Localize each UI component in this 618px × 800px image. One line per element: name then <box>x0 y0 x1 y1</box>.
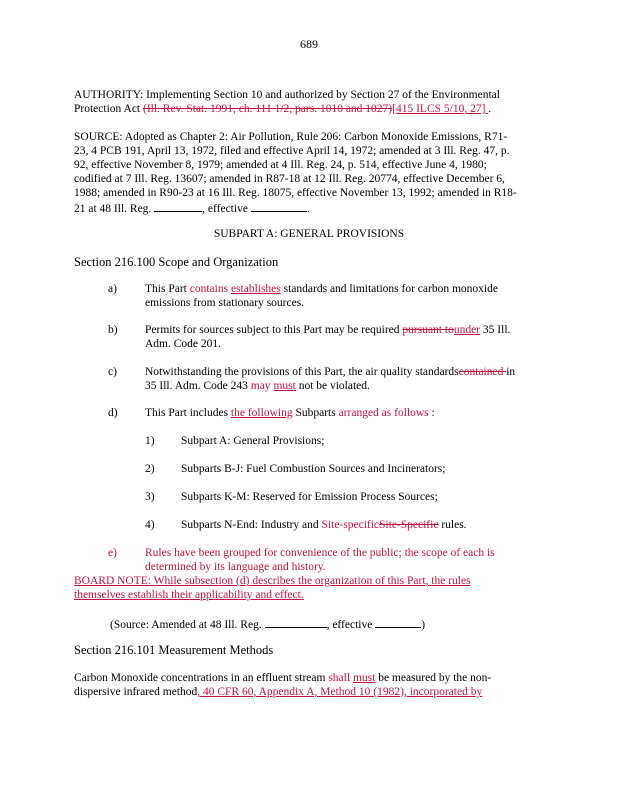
inserted-text: BOARD NOTE: While subsection (d) describes the organization of this Part, the rules <box>74 575 471 587</box>
deleted-text: establishes <box>230 283 281 295</box>
text: dispersive infrared method <box>74 686 198 698</box>
source-line: 92, effective November 8, 1979; amended at 4 Ill. Reg. 24, p. 514, effective June 4, 1980; <box>74 159 487 171</box>
text: (Source: Amended at 48 Ill. Reg. <box>110 619 265 631</box>
text: This Part <box>145 283 190 295</box>
source-line <box>74 200 544 216</box>
text: not be violated. <box>295 380 370 392</box>
subsection-text <box>145 406 535 420</box>
source-line: 1988; amended in R90-23 at 16 Ill. Reg. 18075, effective November 13, 1992; amended in R18- <box>74 187 517 199</box>
amendment-source-note <box>110 616 570 632</box>
deleted-text: pursuant to <box>402 324 454 336</box>
text: standards and limitations for carbon monoxide <box>280 283 498 295</box>
inserted-text: , 40 CFR 60, Appendix A, Method 10 (1982), incorporated by <box>197 686 483 698</box>
subsection-label: e) <box>108 547 117 559</box>
text: : <box>428 407 435 419</box>
subsection-text <box>145 282 535 310</box>
authority-note <box>74 88 534 116</box>
source-line: SOURCE: Adopted as Chapter 2: Air Pollution, Rule 206: Carbon Monoxide Emissions, R71- <box>74 131 508 143</box>
source-note <box>74 130 544 216</box>
subsection-text <box>145 546 535 574</box>
list-item-label: 4) <box>145 519 155 531</box>
text: Carbon Monoxide concentrations in an effluent stream <box>74 672 329 684</box>
source-line: 23, 4 PCB 191, April 13, 1972, filed and effective April 14, 1972; amended at 3 Ill. Reg. 47, p. <box>74 145 510 157</box>
page-number: 689 <box>300 37 318 51</box>
blank-line <box>251 200 307 212</box>
text: rules. <box>438 519 467 531</box>
authority-period: . <box>488 103 492 115</box>
text: Permits for sources subject to this Part may be required <box>145 324 403 336</box>
list-item-label: 2) <box>145 463 155 475</box>
text: be measured by the non- <box>375 672 492 684</box>
list-item-text: Subparts B-J: Fuel Combustion Sources and Incinerators; <box>181 463 446 475</box>
deleted-text: must <box>273 380 296 392</box>
list-item-label: 3) <box>145 491 155 503</box>
inserted-text: determined by its language and history. <box>145 561 326 573</box>
list-item-text: Subparts K-M: Reserved for Emission Process Sources; <box>181 491 438 503</box>
subpart-heading: SUBPART A: GENERAL PROVISIONS <box>213 228 405 240</box>
text: Subparts N-End: Industry and <box>181 519 322 531</box>
authority-text: AUTHORITY: Implementing Section 10 and authorized by Section 27 of the Environmental Protection Act <box>74 89 500 115</box>
text: Subparts <box>292 407 339 419</box>
inserted-text: under <box>453 324 481 336</box>
section-101-body <box>74 671 544 699</box>
authority-deleted-citation: (Ill. Rev. Stat. 1991, ch. 111 1/2, pars. 1010 and 1027) <box>143 103 393 115</box>
subsection-label: a) <box>108 283 117 295</box>
text: Notwithstanding the provisions of this Part, the air quality standards <box>145 366 459 378</box>
text: , effective <box>326 619 376 631</box>
source-text: . <box>306 203 310 215</box>
subsection-label: d) <box>108 407 118 419</box>
inserted-text: Rules have been grouped for convenience of the public; the scope of each is <box>145 547 495 559</box>
text: 35 Ill. Adm. Code 243 <box>145 380 251 392</box>
authority-inserted-citation: [415 ILCS 5/10, 27] <box>392 103 489 115</box>
inserted-text: contains <box>189 283 229 295</box>
subsection-label: b) <box>108 324 118 336</box>
blank-line <box>154 200 202 212</box>
inserted-text: shall <box>328 672 351 684</box>
board-note <box>74 574 544 602</box>
text: ) <box>421 619 426 631</box>
inserted-text: arranged as follows <box>338 407 429 419</box>
inserted-text: may <box>250 380 271 392</box>
deleted-text: Site-Specific <box>379 519 439 531</box>
text: Adm. Code 201. <box>145 338 222 350</box>
source-line: codified at 7 Ill. Reg. 13607; amended in R87-18 at 12 Ill. Reg. 20774, effective December 6, <box>74 173 505 185</box>
source-text: , effective <box>202 203 251 215</box>
section-heading: Section 216.100 Scope and Organization <box>74 255 279 269</box>
deleted-text: contained <box>458 366 507 378</box>
blank-line <box>265 616 327 628</box>
inserted-text: themselves establish their applicability and effect. <box>74 589 304 601</box>
list-item-text: Subpart A: General Provisions; <box>181 435 325 447</box>
section-heading: Section 216.101 Measurement Methods <box>74 643 274 657</box>
text: in <box>506 366 516 378</box>
text: 35 Ill. <box>480 324 511 336</box>
inserted-text: Site-specific <box>321 519 380 531</box>
text: emissions from stationary sources. <box>145 297 305 309</box>
source-text: 21 at 48 Ill. Reg. <box>74 203 155 215</box>
subsection-label: c) <box>108 366 117 378</box>
list-item-label: 1) <box>145 435 155 447</box>
list-item-text <box>181 518 541 532</box>
text: This Part includes <box>145 407 231 419</box>
subsection-text <box>145 365 535 393</box>
inserted-text: the following <box>230 407 293 419</box>
deleted-text: must <box>352 672 376 684</box>
blank-line <box>375 616 421 628</box>
subsection-text <box>145 323 535 351</box>
